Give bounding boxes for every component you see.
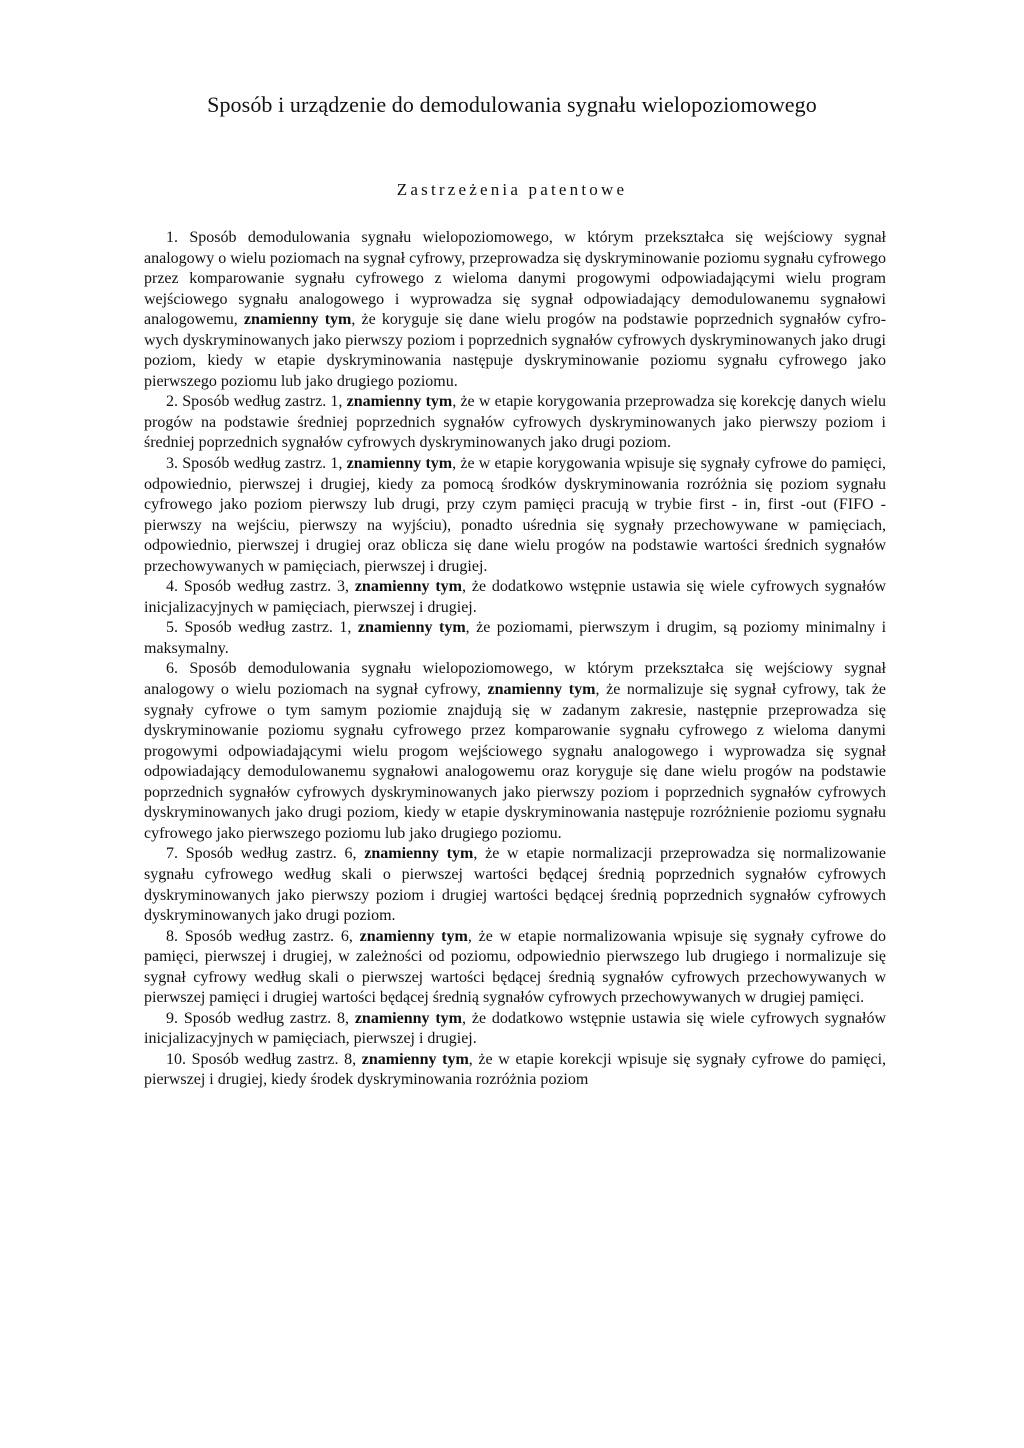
claim-emphasis: znamienny tym	[487, 681, 596, 699]
claim-text: , że w etapie normalizowania wpisuje się sygnały cyfrowe do pamięci, pierwszej i drugiej, w zależności od poziomu, odpowiednio pierwszego lub drugiego i normalizuje się sygnał cyfrowy według skali o pierwszej wartości będącej średnią sygnałów cyfrowych przechowywanych w pierwszej pamięci i drugiej wartości będącej średnią sygnałów cyfrowych przechowywanych w drugiej pamięci.	[144, 927, 887, 1007]
claim-emphasis: znamienny tym	[364, 845, 474, 863]
claim-text: Sposób według zastrz. 1,	[184, 619, 352, 637]
claim-text: , że w etapie korekcji wpisuje się sygnały cyfrowe do pamięci, pierwszej i drugiej, kiedy środek dyskryminowania rozróżnia poziom	[144, 1050, 887, 1089]
claim-number: 4	[166, 578, 174, 596]
claim-text: Sposób demodulowania sygnału wielopoziomowego, w którym przekształca się wejściowy sygnał analogowy o wielu poziomach na sygnał cyfrowy,	[144, 660, 886, 699]
claim-text: , że poziomami, pierwszym i drugim, są poziomy minimalny i maksymalny.	[144, 619, 887, 657]
claim-emphasis: znamienny tym	[357, 619, 466, 637]
claim-text: , że normalizuje się sygnał cyfrowy, tak że sygnały cyfrowe o tym samym poziomie znajdują się w zadanym zakresie, następnie przeprowadza się dyskryminowanie poziomu sygnału cyfrowego przez komparowanie sygnału cyfrowego z wieloma danymi progowymi odpowiadającymi wielu progom wejściowego sygnału analogowego i wyprowadza się sygnał odpowiadający demodulowanemu sygnałowi analogowemu oraz koryguje się dane wielu progów na podstawie poprzednich sygnałów cyfrowych dyskryminowanych jako pierwszy poziom i poprzednich sygnałów cyfrowych dyskryminowanych jako drugi poziom, kiedy w etapie dyskryminowania następuje rozróżnienie poziomu sygnału cyfrowego jako pierwszego poziomu lub jako drugiego poziomu.	[144, 681, 887, 842]
section-heading: Zastrzeżenia patentowe	[396, 180, 628, 199]
claim-6: 6. Sposób demodulowania sygnału wielopoziomowego, w którym przekształca się wejściowy sygnał analogowy o wielu poziomach na sygnał cyfrowy, znamienny tym, że normalizuje się sygnał cyfrowy, tak że sygnały cyfrowe o tym samym poziomie znajdują się w zadanym zakresie, następnie przeprowadza się dyskryminowanie poziomu sygnału cyfrowego przez komparowanie sygnału cyfrowego z wieloma danymi progowymi odpowiadającymi wielu progom wejściowego sygnału analogowego i wyprowadza się sygnał odpowiadający demodulowanemu sygnałowi analogowemu oraz koryguje się dane wielu progów na podstawie poprzednich sygnałów cyfrowych dyskryminowanych jako pierwszy poziom i poprzednich sygnałów cyfrowych dyskryminowanych jako drugi poziom, kiedy w etapie dyskryminowania następuje rozróżnienie poziomu sygnału cyfrowego jako pierwszego poziomu lub jako drugiego poziomu.	[144, 660, 887, 842]
claim-emphasis: znamienny tym	[243, 311, 352, 329]
claim-2: 2. Sposób według zastrz. 1, znamienny tym, że w etapie korygowania przeprowadza się korekcję danych wielu progów na podstawie średniej poprzednich sygnałów cyfrowych dyskryminowanych jako pierwszy poziom i średniej poprzednich sygnałów cyfrowych dyskryminowanych jako drugi poziom.	[144, 393, 887, 452]
claim-5: 5. Sposób według zastrz. 1, znamienny tym, że poziomami, pierwszym i drugim, są poziomy minimalny i maksymalny.	[144, 619, 887, 657]
claim-number: 9	[166, 1009, 174, 1027]
claim-text: Sposób demodulowania sygnału wielopoziomowego, w którym przekształca się wejściowy sygnał analogowy o wielu poziomach na sygnał cyfrowy, przeprowadza się dyskryminowanie poziomu sygnału cyfrowego przez komparowanie sygnału cyfrowego z wieloma danymi progowymi odpowiadającymi wielu program wejściowego sygnału analogowego i wyprowadza się sygnał odpowiadający demodulowanemu sygnałowi analogowemu,	[144, 229, 886, 329]
claim-7: 7. Sposób według zastrz. 6, znamienny tym, że w etapie normalizacji przeprowadza się normalizowanie sygnału cyfrowego według skali o pierwszej wartości będącej średnią poprzednich sygnałów cyfrowych dyskryminowanych jako pierwszy poziom i drugiej wartości będącej średnią poprzednich sygnałów cyfrowych dyskryminowanych jako drugi poziom.	[144, 845, 887, 925]
claim-9: 9. Sposób według zastrz. 8, znamienny tym, że dodatkowo wstępnie ustawia się wiele cyfrowych sygnałów inicjalizacyjnych w pamięciach, pierwszej i drugiej.	[144, 1009, 887, 1048]
claim-number: 3	[166, 455, 174, 473]
claim-text: Sposób według zastrz. 3,	[183, 578, 349, 596]
claim-number: 5	[166, 619, 174, 637]
claim-emphasis: znamienny tym	[346, 393, 453, 411]
claim-text: , że dodatkowo wstępnie ustawia się wiele cyfrowych sygnałów inicjalizacyjnych w pamięciach, pierwszej i drugiej.	[144, 578, 887, 616]
claim-number: 1	[166, 229, 174, 246]
claim-text: , że dodatkowo wstępnie ustawia się wiele cyfrowych sygnałów inicjalizacyjnych w pamięciach, pierwszej i drugiej.	[144, 1009, 887, 1048]
claim-text: Sposób według zastrz. 1,	[182, 455, 343, 473]
claim-4: 4. Sposób według zastrz. 3, znamienny tym, że dodatkowo wstępnie ustawia się wiele cyfrowych sygnałów inicjalizacyjnych w pamięciach, pierwszej i drugiej.	[144, 578, 887, 616]
claim-text: Sposób według zastrz. 8,	[191, 1050, 357, 1068]
claim-text: , że koryguje się dane wielu progów na podstawie poprzednich sygnałów cyfrowych dyskryminowanych jako pierwszy poziom i poprzednich sygnałów cyfrowych dyskryminowanych jako drugi poziom, kiedy w etapie dyskryminowania następuje dyskryminowanie poziomu sygnału cyfrowego jako pierwszego poziomu lub jako drugiego poziomu.	[144, 311, 887, 390]
claim-number: 6	[166, 660, 174, 678]
claim-emphasis: znamienny tym	[354, 578, 462, 596]
claims-body	[144, 228, 886, 1091]
claim-text: Sposób według zastrz. 8,	[183, 1009, 349, 1027]
claim-emphasis: znamienny tym	[361, 1050, 469, 1068]
claim-text: , że w etapie korygowania przeprowadza się korekcję danych wielu progów na podstawie średniej poprzednich sygnałów cyfrowych dyskryminowanych jako pierwszy poziom i średniej poprzednich sygnałów cyfrowych dyskryminowanych jako drugi poziom.	[144, 393, 887, 452]
claim-10: 10. Sposób według zastrz. 8, znamienny tym, że w etapie korekcji wpisuje się sygnały cyfrowe do pamięci, pierwszej i drugiej, kiedy środek dyskryminowania rozróżnia poziom	[144, 1050, 887, 1089]
claim-1: 1. Sposób demodulowania sygnału wielopoziomowego, w którym przekształca się wejściowy sygnał analogowy o wielu poziomach na sygnał cyfrowy, przeprowadza się dyskryminowanie poziomu sygnału cyfrowego przez komparowanie sygnału cyfrowego z wieloma danymi progowymi odpowiadającymi wielu program wejściowego sygnału analogowego i wyprowadza się sygnał odpowiadający demodulowanemu sygnałowi analogowemu, znamienny tym, że koryguje się dane wielu progów na podstawie poprzednich sygnałów cyfrowych dyskryminowanych jako pierwszy poziom i poprzednich sygnałów cyfrowych dyskryminowanych jako drugi poziom, kiedy w etapie dyskryminowania następuje dyskryminowanie poziomu sygnału cyfrowego jako pierwszego poziomu lub jako drugiego poziomu.	[144, 229, 887, 390]
claim-number: 8	[166, 927, 174, 945]
claim-text: Sposób według zastrz. 6,	[184, 927, 353, 945]
document-title: Sposób i urządzenie do demodulowania sygnału wielopoziomowego	[207, 92, 817, 117]
claim-number: 2	[166, 393, 174, 411]
claim-emphasis: znamienny tym	[346, 455, 453, 473]
claim-number: 10	[166, 1050, 182, 1068]
claim-text: , że w etapie normalizacji przeprowadza się normalizowanie sygnału cyfrowego według skali o pierwszej wartości będącej średnią poprzednich sygnałów cyfrowych dyskryminowanych jako pierwszy poziom i drugiej wartości będącej średnią poprzednich sygnałów cyfrowych dyskryminowanych jako drugi poziom.	[144, 845, 887, 925]
claim-emphasis: znamienny tym	[359, 927, 468, 945]
claim-3: 3. Sposób według zastrz. 1, znamienny tym, że w etapie korygowania wpisuje się sygnały cyfrowe do pamięci, odpowiednio, pierwszej i drugiej, kiedy za pomocą środków dyskryminowania rozróżnia się poziom sygnału cyfrowego jako poziom pierwszy lub drugi, przy czym pamięci pracują w trybie first - in, first -out (FIFO - pierwszy na wejściu, pierwszy na wyjściu), ponadto uśrednia się sygnały przechowywane w pamięciach, odpowiednio, pierwszej i drugiej oraz oblicza się dane wielu progów na podstawie wartości średnich sygnałów przechowywanych w pamięciach, pierwszej i drugiej.	[144, 455, 887, 575]
claim-8: 8. Sposób według zastrz. 6, znamienny tym, że w etapie normalizowania wpisuje się sygnały cyfrowe do pamięci, pierwszej i drugiej, w zależności od poziomu, odpowiednio pierwszego lub drugiego i normalizuje się sygnał cyfrowy według skali o pierwszej wartości będącej średnią sygnałów cyfrowych przechowywanych w pierwszej pamięci i drugiej wartości będącej średnią sygnałów cyfrowych przechowywanych w drugiej pamięci.	[144, 927, 887, 1007]
claim-number: 7	[166, 845, 174, 863]
claim-emphasis: znamienny tym	[354, 1009, 462, 1027]
claim-text: Sposób według zastrz. 6,	[185, 845, 357, 863]
claim-text: Sposób według zastrz. 1,	[182, 393, 343, 411]
claim-text: , że w etapie korygowania wpisuje się sygnały cyfrowe do pamięci, odpowiednio, pierwszej i drugiej, kiedy za pomocą środków dyskryminowania rozróżnia się poziom sygnału cyfrowego jako poziom pierwszy lub drugi, przy czym pamięci pracują w trybie first - in, first -out (FIFO - pierwszy na wejściu, pierwszy na wyjściu), ponadto uśrednia się sygnały przechowywane w pamięciach, odpowiednio, pierwszej i drugiej oraz oblicza się dane wielu progów na podstawie wartości średnich sygnałów przechowywanych w pamięciach, pierwszej i drugiej.	[144, 455, 887, 575]
